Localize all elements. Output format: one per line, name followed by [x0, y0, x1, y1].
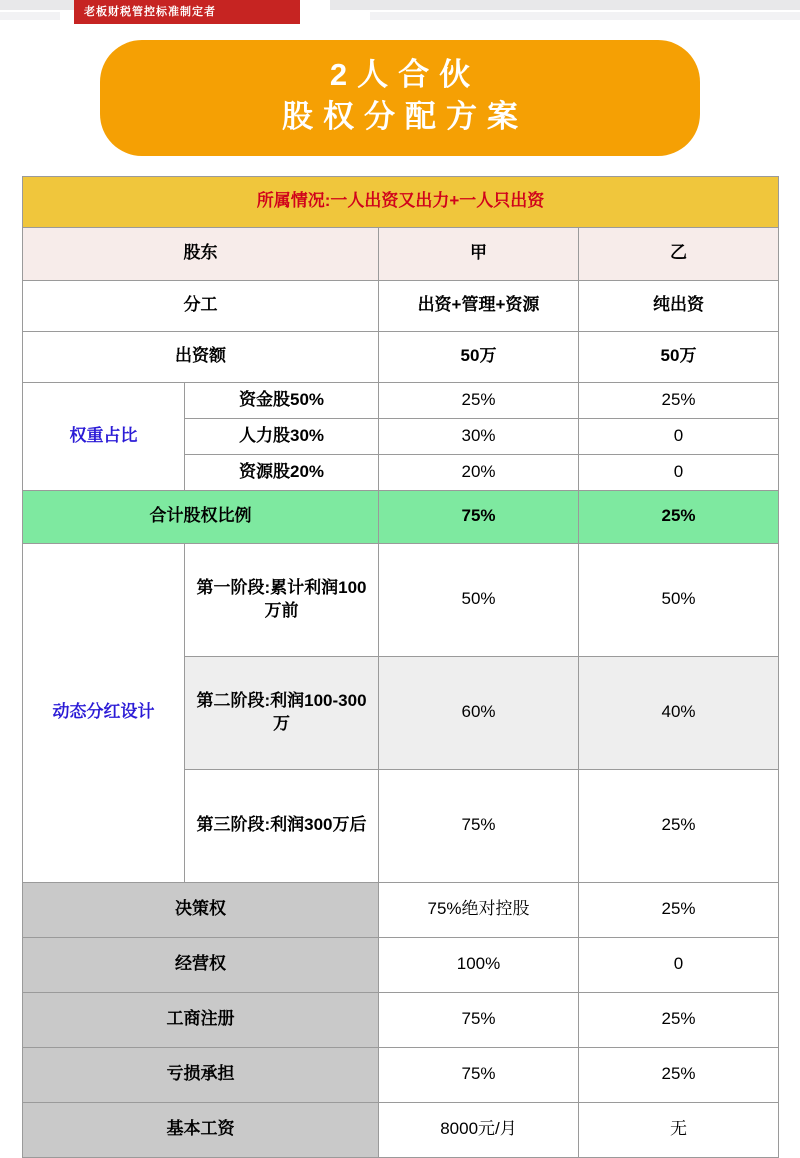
row-value-total-equity-a: 75%: [379, 490, 579, 543]
table-row: [23, 490, 779, 543]
row-value-management-right-b: 0: [579, 937, 779, 992]
weight-item-b-2: 0: [579, 454, 779, 490]
weight-item-a-0: 25%: [379, 382, 579, 418]
row-label-weight: 权重占比: [23, 382, 185, 490]
row-value-business-registration-b: 25%: [579, 992, 779, 1047]
top-banner-text: 老板财税管控标准制定者: [84, 6, 216, 18]
row-value-division-a: 出资+管理+资源: [379, 280, 579, 331]
top-banner-left-bar-secondary: [0, 12, 60, 20]
row-value-base-salary-b: 无: [579, 1102, 779, 1157]
weight-item-name-2: 资源股20%: [185, 454, 379, 490]
row-value-base-salary-a: 8000元/月: [379, 1102, 579, 1157]
dividend-stage-a-1: 60%: [379, 656, 579, 769]
table-row: [23, 1102, 779, 1157]
row-label-loss-bearing: 亏损承担: [23, 1047, 379, 1102]
row-value-loss-bearing-a: 75%: [379, 1047, 579, 1102]
col-header-b: 乙: [579, 227, 779, 280]
dividend-stage-b-0: 50%: [579, 543, 779, 656]
weight-item-a-1: 30%: [379, 418, 579, 454]
table-row: [23, 1047, 779, 1102]
row-label-business-registration: 工商注册: [23, 992, 379, 1047]
row-label-management-right: 经营权: [23, 937, 379, 992]
title-line-2: 股权分配方案: [282, 98, 528, 134]
dividend-stage-a-0: 50%: [379, 543, 579, 656]
dividend-stage-name-2: 第三阶段:利润300万后: [185, 769, 379, 882]
weight-item-name-1: 人力股30%: [185, 418, 379, 454]
row-label-division: 分工: [23, 280, 379, 331]
table-row: [23, 227, 779, 280]
situation-header: 所属情况:一人出资又出力+一人只出资: [23, 176, 779, 227]
title-pill: [100, 40, 700, 156]
row-label-capital: 出资额: [23, 331, 379, 382]
row-value-loss-bearing-b: 25%: [579, 1047, 779, 1102]
row-value-decision-right-b: 25%: [579, 882, 779, 937]
dividend-stage-b-2: 25%: [579, 769, 779, 882]
row-label-base-salary: 基本工资: [23, 1102, 379, 1157]
dividend-stage-name-1: 第二阶段:利润100-300万: [185, 656, 379, 769]
col-header-label: 股东: [23, 227, 379, 280]
row-value-capital-b: 50万: [579, 331, 779, 382]
table-row: [23, 937, 779, 992]
dividend-stage-b-1: 40%: [579, 656, 779, 769]
table-row: [23, 280, 779, 331]
row-label-dynamic-dividend: 动态分红设计: [23, 543, 185, 882]
weight-item-b-1: 0: [579, 418, 779, 454]
row-value-total-equity-b: 25%: [579, 490, 779, 543]
equity-table: [22, 176, 779, 1158]
row-label-total-equity: 合计股权比例: [23, 490, 379, 543]
table-row: [23, 543, 779, 656]
top-banner-left-bar: [0, 0, 74, 10]
dividend-stage-a-2: 75%: [379, 769, 579, 882]
row-value-capital-a: 50万: [379, 331, 579, 382]
title-line-1: 2人合伙: [329, 57, 481, 92]
top-banner-right-bar: [330, 0, 800, 10]
table-row: [23, 882, 779, 937]
weight-item-name-0: 资金股50%: [185, 382, 379, 418]
col-header-a: 甲: [379, 227, 579, 280]
dividend-stage-name-0: 第一阶段:累计利润100万前: [185, 543, 379, 656]
equity-table-wrap: [22, 176, 778, 1158]
row-value-division-b: 纯出资: [579, 280, 779, 331]
row-label-decision-right: 决策权: [23, 882, 379, 937]
title-section: [0, 40, 800, 156]
table-row: [23, 382, 779, 418]
table-row: [23, 331, 779, 382]
table-row: [23, 992, 779, 1047]
row-value-business-registration-a: 75%: [379, 992, 579, 1047]
top-banner: [0, 0, 800, 26]
row-value-decision-right-a: 75%绝对控股: [379, 882, 579, 937]
row-value-management-right-a: 100%: [379, 937, 579, 992]
weight-item-a-2: 20%: [379, 454, 579, 490]
weight-item-b-0: 25%: [579, 382, 779, 418]
top-banner-right-bar-secondary: [370, 12, 800, 20]
table-row: [23, 176, 779, 227]
